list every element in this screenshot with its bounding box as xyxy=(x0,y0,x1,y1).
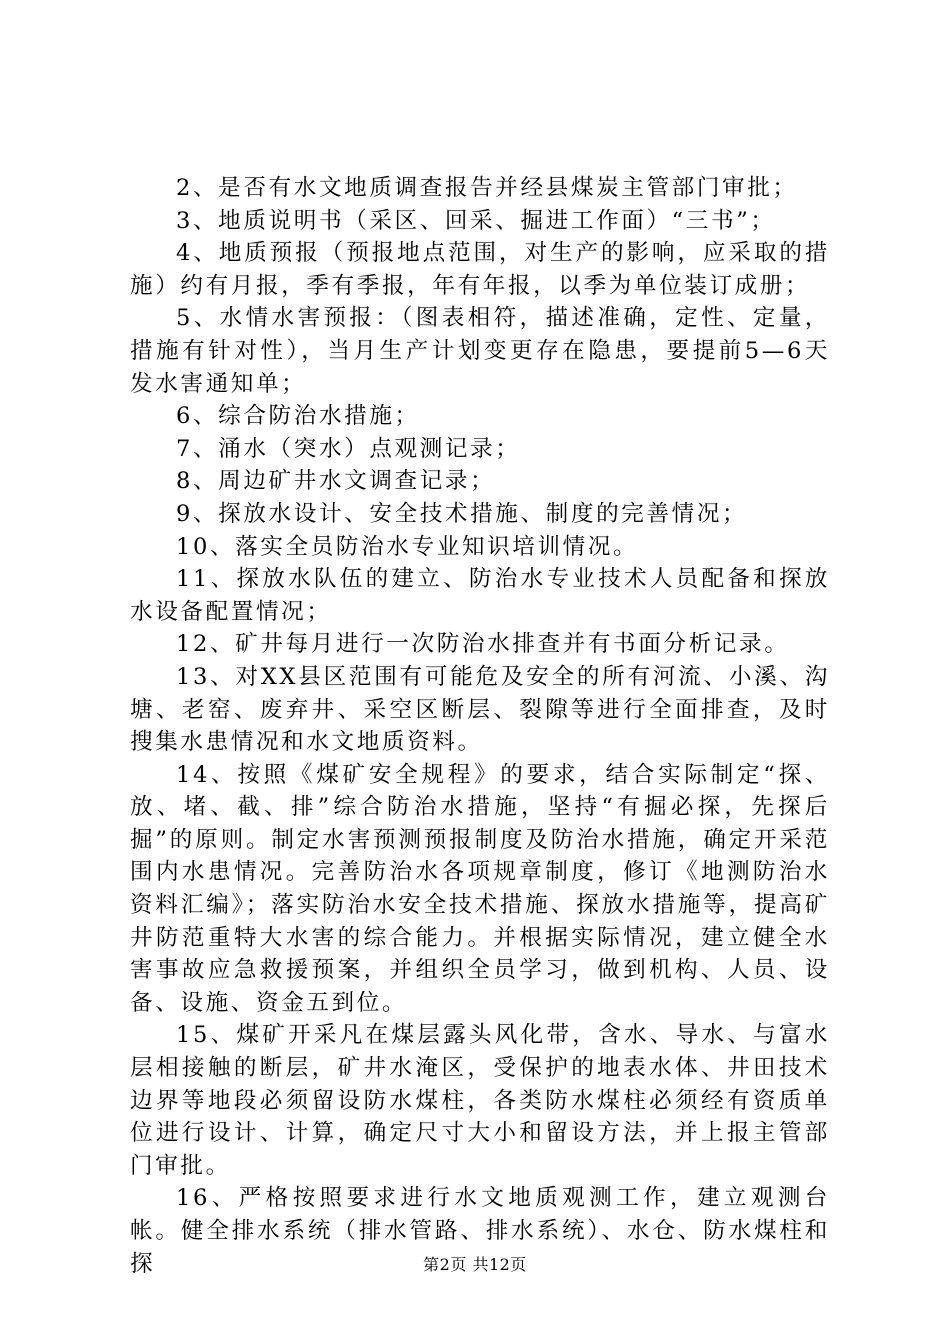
paragraph-14: 14、按照《煤矿安全规程》的要求，结合实际制定“探、放、堵、截、排”综合防治水措施，坚持“有掘必探，先探后掘”的原则。制定水害预测预报制度及防治水措施，确定开采范围内水患情况。完善防治水各项规章制度，修订《地测防治水资料汇编》；落实防治水安全技术措施、探放水措施等，提高矿井防范重特大水害的综合能力。并根据实际情况，建立健全水害事故应急救援预案，并组织全员学习，做到机构、人员、设备、设施、资金五到位。 xyxy=(130,761,830,1016)
paragraph-8: 8、周边矿井水文调查记录； xyxy=(176,468,496,495)
paragraph-3: 3、地质说明书（采区、回采、掘进工作面）“三书”； xyxy=(176,207,776,234)
paragraph-2: 2、是否有水文地质调查报告并经县煤炭主管部门审批； xyxy=(176,175,798,201)
paragraph-4: 4、地质预报（预报地点范围，对生产的影响，应采取的措施）约有月报，季有季报，年有年报，以季为单位装订成册； xyxy=(130,240,830,299)
page-footer xyxy=(0,1252,950,1275)
page-number-label: 第2页 共12页 xyxy=(423,1255,527,1274)
paragraph-16: 16、严格按照要求进行水文地质观测工作，建立观测台帐。健全排水系统（排水管路、排水系统）、水仓、防水煤柱和探 xyxy=(130,1185,830,1277)
paragraph-12: 12、矿井每月进行一次防治水排查并有书面分析记录。 xyxy=(176,631,790,658)
paragraph-6: 6、综合防治水措施； xyxy=(176,403,420,430)
paragraph-15: 15、煤矿开采凡在煤层露头风化带，含水、导水、与富水层相接触的断层，矿井水淹区，受保护的地表水体、井田技术边界等地段必须留设防水煤柱，各类防水煤柱必须经有资质单位进行设计、计算，确定尺寸大小和留设方法，并上报主管部门审批。 xyxy=(130,1022,830,1179)
paragraph-13: 13、对XX县区范围有可能危及安全的所有河流、小溪、沟塘、老窑、废弃井、采空区断层、裂隙等进行全面排查，及时搜集水患情况和水文地质资料。 xyxy=(130,663,830,756)
paragraph-10: 10、落实全员防治水专业知识培训情况。 xyxy=(176,533,639,560)
paragraph-9: 9、探放水设计、安全技术措施、制度的完善情况； xyxy=(176,500,748,527)
document-body xyxy=(130,172,830,1280)
paragraph-5: 5、水情水害预报：（图表相符，描述准确，定性、定量，措施有针对性），当月生产计划变更存在隐患，要提前5—6天发水害通知单； xyxy=(130,305,830,397)
paragraph-11: 11、探放水队伍的建立、防治水专业技术人员配备和探放水设备配置情况； xyxy=(130,566,830,625)
paragraph-7: 7、涌水（突水）点观测记录； xyxy=(176,435,521,462)
